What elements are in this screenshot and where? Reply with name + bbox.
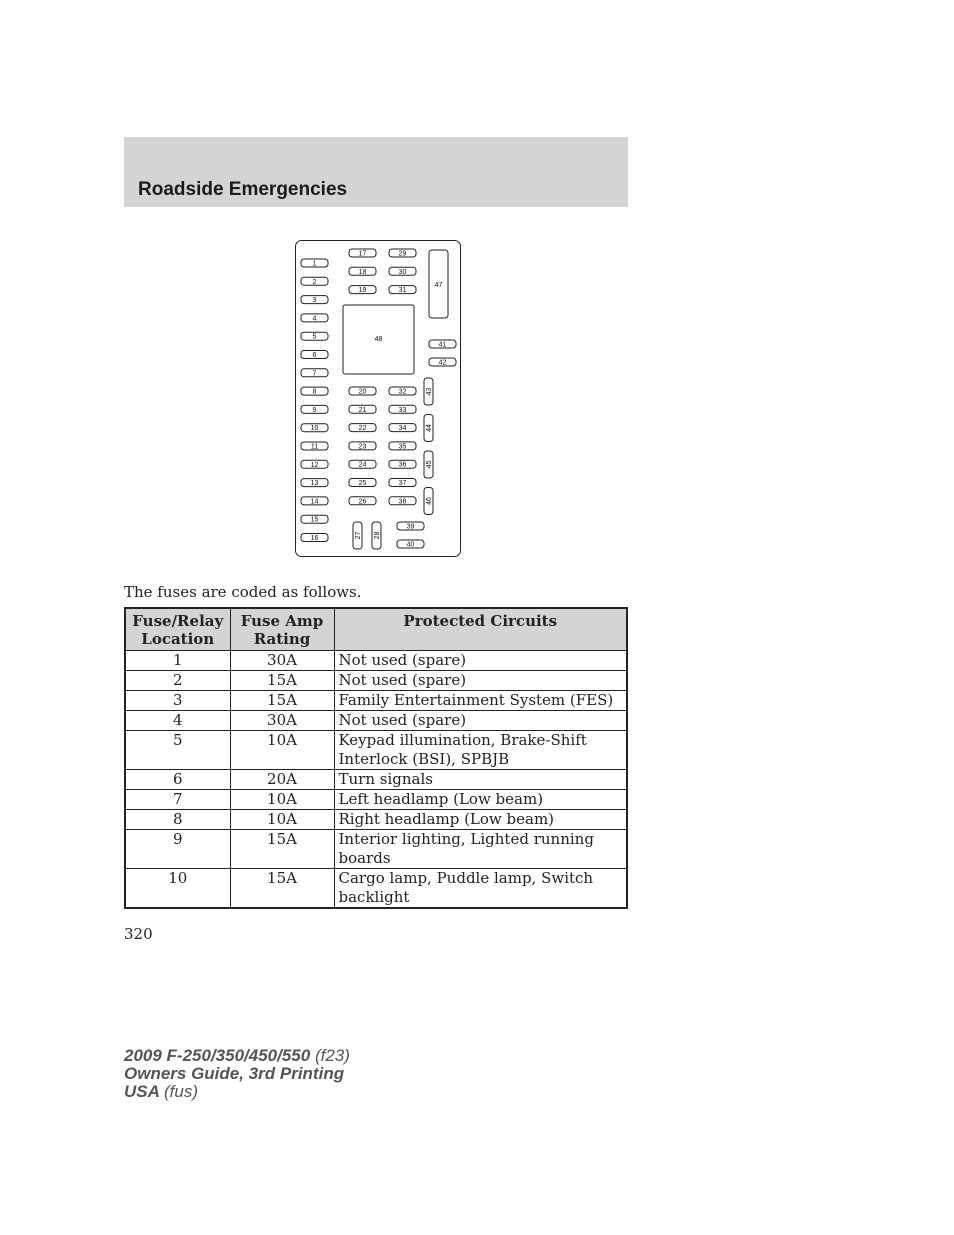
cell-circuit: Right headlamp (Low beam) — [334, 810, 627, 830]
cell-circuit: Left headlamp (Low beam) — [334, 790, 627, 810]
table-row — [125, 810, 627, 830]
footer-market-code: (fus) — [164, 1082, 198, 1101]
fuse-number: 20 — [358, 388, 367, 396]
fuse-number: 39 — [406, 523, 415, 531]
fuse-number: 11 — [310, 443, 319, 451]
table-row — [125, 651, 627, 671]
fuse-slot — [301, 442, 328, 451]
cell-location: 4 — [125, 711, 230, 731]
fuse-number: 29 — [398, 250, 407, 258]
fuse-number: 25 — [358, 480, 367, 487]
fuse-slot — [389, 497, 416, 506]
cell-circuit: Not used (spare) — [334, 711, 627, 731]
fuse-slot — [372, 522, 381, 549]
fuse-number: 6 — [312, 352, 317, 359]
relay-number: 47 — [434, 282, 443, 289]
cell-rating: 15A — [230, 869, 334, 909]
fuse-number: 1 — [312, 260, 317, 268]
fuse-slot — [301, 296, 328, 305]
fuse-number: 23 — [358, 443, 367, 451]
fuse-slot — [301, 515, 328, 524]
fuse-slot — [301, 534, 328, 543]
fuse-slot — [424, 451, 433, 478]
fuse-slot — [301, 277, 328, 286]
fuse-slot — [301, 259, 328, 268]
fuse-slot — [301, 332, 328, 341]
fuse-slot — [349, 249, 376, 258]
fuse-slot — [301, 460, 328, 469]
fuse-slot — [349, 405, 376, 414]
fuse-slot — [389, 286, 416, 295]
cell-circuit: Not used (spare) — [334, 671, 627, 691]
fuse-number: 5 — [312, 333, 317, 341]
fuse-number: 31 — [398, 287, 407, 295]
cell-location: 10 — [125, 869, 230, 909]
fuse-slot — [301, 369, 328, 378]
fuse-number: 44 — [426, 424, 433, 432]
fuse-slot — [389, 479, 416, 488]
fuse-slot — [349, 267, 376, 276]
fuse-slot — [424, 378, 433, 405]
fuse-number: 10 — [310, 425, 319, 433]
cell-circuit: Interior lighting, Lighted running boards — [334, 830, 627, 869]
cell-circuit: Turn signals — [334, 770, 627, 790]
fuse-number: 42 — [438, 359, 447, 367]
fuse-slot — [349, 442, 376, 451]
cell-circuit: Cargo lamp, Puddle lamp, Switch backlight — [334, 869, 627, 909]
fuse-number: 37 — [398, 480, 407, 487]
fuse-number: 13 — [310, 480, 319, 488]
fuse-number: 38 — [398, 498, 407, 506]
fuse-panel-diagram — [295, 240, 462, 558]
table-row — [125, 830, 627, 869]
fuse-number: 26 — [358, 498, 367, 506]
table-header-row — [125, 608, 627, 651]
table-row — [125, 691, 627, 711]
fuse-number: 15 — [310, 516, 319, 524]
cell-rating: 20A — [230, 770, 334, 790]
fuse-number: 30 — [398, 268, 407, 276]
section-title: Roadside Emergencies — [138, 179, 348, 200]
table-row — [125, 869, 627, 909]
fuse-slot — [349, 387, 376, 396]
table-row — [125, 671, 627, 691]
fuse-slot — [389, 387, 416, 396]
fuse-slot — [349, 460, 376, 469]
cell-location: 1 — [125, 651, 230, 671]
fuse-slot — [389, 267, 416, 276]
fuse-slot — [389, 424, 416, 433]
fuse-number: 40 — [406, 541, 415, 549]
cell-location: 5 — [125, 731, 230, 770]
fuse-number: 33 — [398, 406, 407, 414]
fuse-number: 2 — [312, 278, 317, 286]
cell-rating: 30A — [230, 711, 334, 731]
cell-rating: 15A — [230, 671, 334, 691]
fuse-slot — [397, 540, 424, 549]
table-row — [125, 790, 627, 810]
fuse-number: 28 — [374, 531, 381, 540]
cell-location: 2 — [125, 671, 230, 691]
fuse-number: 45 — [426, 460, 433, 469]
fuse-slot — [389, 405, 416, 414]
fuse-slot — [349, 424, 376, 433]
intro-text: The fuses are coded as follows. — [124, 583, 362, 601]
fuse-slot — [389, 442, 416, 451]
fuse-table — [124, 607, 628, 909]
fuse-slot — [349, 286, 376, 295]
cell-rating: 10A — [230, 810, 334, 830]
fuse-number: 3 — [312, 297, 317, 305]
cell-location: 9 — [125, 830, 230, 869]
column-header-circuits: Protected Circuits — [334, 608, 627, 651]
column-header-rating: Fuse Amp Rating — [230, 608, 334, 651]
cell-rating: 30A — [230, 651, 334, 671]
fuse-number: 34 — [398, 425, 407, 433]
cell-location: 6 — [125, 770, 230, 790]
footer-model: 2009 F-250/350/450/550 — [124, 1046, 311, 1065]
fuse-number: 27 — [355, 531, 362, 540]
page-number: 320 — [124, 925, 153, 943]
fuse-slot — [301, 405, 328, 414]
fuse-slot — [301, 314, 328, 323]
fuse-number: 14 — [310, 498, 319, 506]
fuse-number: 41 — [438, 341, 447, 349]
fuse-slot — [397, 522, 424, 531]
fuse-number: 8 — [312, 388, 317, 396]
cell-location: 8 — [125, 810, 230, 830]
fuse-number: 21 — [358, 406, 367, 414]
cell-circuit: Not used (spare) — [334, 651, 627, 671]
cell-rating: 15A — [230, 830, 334, 869]
section-header — [124, 137, 628, 207]
document-footer — [124, 1047, 350, 1101]
fuse-number: 16 — [310, 535, 319, 542]
fuse-slot — [424, 415, 433, 442]
footer-market: USA — [124, 1082, 160, 1101]
fuse-slot — [349, 479, 376, 488]
cell-rating: 10A — [230, 790, 334, 810]
fuse-number: 12 — [310, 461, 319, 469]
fuse-slot — [424, 488, 433, 515]
fuse-number: 19 — [358, 287, 367, 295]
table-row — [125, 770, 627, 790]
cell-rating: 10A — [230, 731, 334, 770]
fuse-number: 36 — [398, 461, 407, 469]
fuse-number: 9 — [312, 406, 317, 414]
footer-edition: Owners Guide, 3rd Printing — [124, 1064, 345, 1083]
cell-location: 3 — [125, 691, 230, 711]
cell-circuit: Keypad illumination, Brake-Shift Interlock (BSI), SPBJB — [334, 731, 627, 770]
fuse-slot — [301, 424, 328, 433]
fuse-number: 24 — [358, 461, 367, 469]
fuse-number: 32 — [398, 388, 407, 396]
fuse-number: 46 — [426, 497, 433, 505]
fuse-slot — [301, 351, 328, 360]
fuse-slot — [301, 479, 328, 488]
fuse-number: 17 — [358, 250, 367, 258]
fuse-slot — [429, 358, 456, 367]
fuse-number: 4 — [312, 315, 317, 323]
fuse-slot — [353, 522, 362, 549]
fuse-slot — [429, 340, 456, 349]
cell-location: 7 — [125, 790, 230, 810]
cell-circuit: Family Entertainment System (FES) — [334, 691, 627, 711]
footer-model-code: (f23) — [314, 1046, 350, 1065]
fuse-slot — [301, 387, 328, 396]
cell-rating: 15A — [230, 691, 334, 711]
fuse-slot — [389, 249, 416, 258]
fuse-slot — [349, 497, 376, 506]
table-row — [125, 711, 627, 731]
fuse-slot — [389, 460, 416, 469]
fuse-slot — [301, 497, 328, 506]
fuse-number: 7 — [312, 370, 317, 378]
fuse-number: 43 — [426, 387, 433, 396]
fuse-number: 18 — [358, 268, 367, 276]
fuse-number: 35 — [398, 443, 407, 451]
column-header-location: Fuse/Relay Location — [125, 608, 230, 651]
relay-number: 48 — [374, 336, 383, 343]
table-row — [125, 731, 627, 770]
fuse-number: 22 — [358, 425, 367, 433]
